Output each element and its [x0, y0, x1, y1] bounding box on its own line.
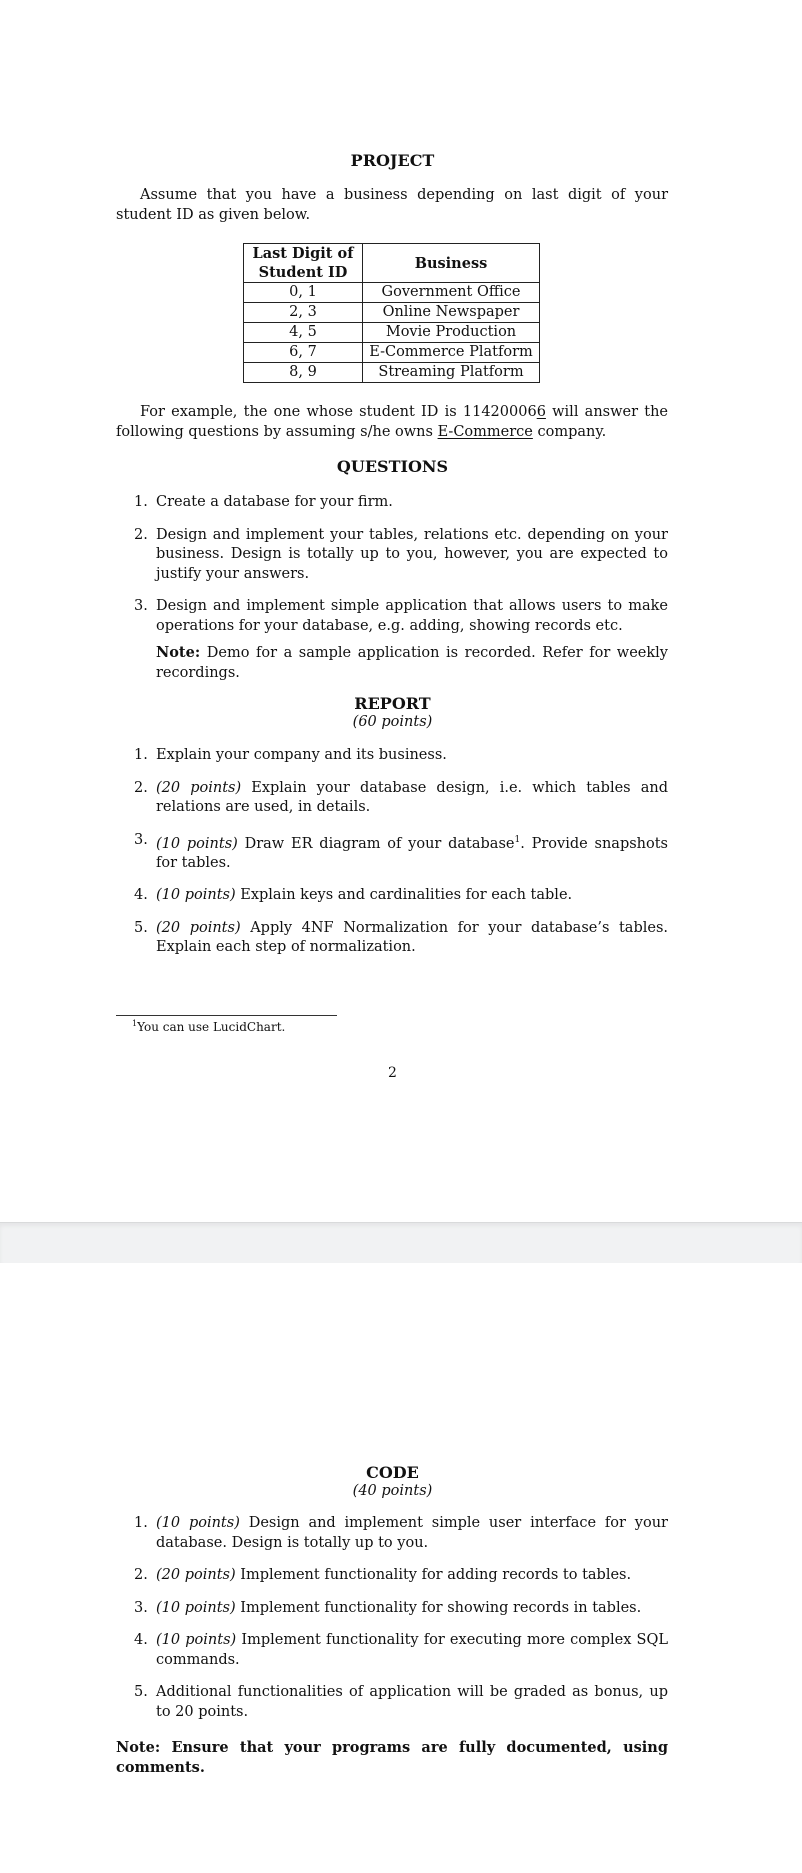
item-points: (10 points) [156, 1632, 237, 1648]
item-text: Explain your company and its business. [156, 747, 447, 763]
table-row [244, 283, 540, 303]
table-row [244, 363, 540, 383]
list-item [116, 1631, 668, 1670]
table-cell-digits: 8, 9 [244, 363, 363, 383]
table-cell-business: Government Office [363, 283, 540, 303]
list-item [116, 1683, 668, 1722]
note-label: Note: [156, 644, 201, 661]
item-number: 1. [134, 747, 148, 763]
example-text-2: will answer the following questions by assuming s/he owns [116, 404, 668, 440]
table-cell-business: E-Commerce Platform [363, 343, 540, 363]
item-text-cont: . Provide snapshots for tables. [156, 835, 669, 871]
item-number: 5. [134, 919, 148, 936]
list-item [116, 1514, 668, 1553]
item-points: (20 points) [156, 1567, 236, 1583]
code-list [116, 1514, 668, 1722]
table-cell-business: Online Newspaper [363, 303, 540, 323]
table-row [244, 343, 540, 363]
item-text: Implement functionality for executing more complex SQL commands. [156, 1632, 668, 1668]
item-text: Create a database for your firm. [156, 494, 393, 510]
example-paragraph [116, 403, 668, 442]
questions-heading: QUESTIONS [336, 457, 449, 476]
table-cell-digits: 6, 7 [244, 343, 363, 363]
list-item [116, 597, 668, 683]
item-number: 4. [134, 887, 148, 904]
item-text: Draw ER diagram of your database [237, 835, 515, 852]
list-item [116, 919, 668, 958]
report-points: (60 points) [352, 714, 433, 730]
item-points: (20 points) [156, 919, 241, 936]
table-cell-digits: 4, 5 [244, 323, 363, 343]
report-heading: REPORT [354, 694, 431, 713]
page-number: 2 [388, 1065, 397, 1081]
project-heading: PROJECT [350, 151, 435, 170]
questions-list [116, 493, 668, 683]
report-list [116, 746, 668, 958]
code-points: (40 points) [352, 1483, 433, 1499]
example-text-3: company. [532, 423, 607, 440]
project-intro: Assume that you have a business depending on last digit of your student ID as given below. [116, 187, 668, 223]
footnote [132, 1019, 285, 1034]
code-note: Note: Ensure that your programs are fully documented, using comments. [116, 1739, 668, 1776]
list-item [116, 1599, 668, 1619]
item-points: (10 points) [156, 1515, 240, 1531]
item-points: (20 points) [156, 779, 242, 796]
table-cell-digits: 2, 3 [244, 303, 363, 323]
table-header-business: Business [363, 244, 540, 283]
note-text: Demo for a sample application is recorded. Refer for weekly recordings. [156, 645, 668, 681]
example-id-digit: 6 [536, 404, 546, 420]
list-item [116, 779, 668, 818]
item-number: 3. [134, 831, 148, 848]
list-item [116, 746, 668, 766]
example-company: E-Commerce [437, 423, 533, 440]
table-cell-business: Streaming Platform [363, 363, 540, 383]
footnote-mark: 1 [132, 1019, 138, 1028]
item-text: Design and implement simple user interface for your database. Design is totally up to you. [156, 1515, 668, 1551]
list-item [116, 1566, 668, 1586]
item-number: 3. [134, 1599, 148, 1616]
item-points: (10 points) [156, 887, 236, 904]
item-number: 1. [134, 1515, 148, 1531]
item-points: (10 points) [156, 1599, 236, 1616]
item-text: Implement functionality for showing records in tables. [235, 1599, 642, 1616]
table-row [244, 303, 540, 323]
item-text: Explain keys and cardinalities for each table. [235, 887, 573, 904]
example-text-1: For example, the one whose student ID is 11420006 [140, 404, 537, 420]
list-item [116, 493, 668, 513]
table-cell-business: Movie Production [363, 323, 540, 343]
list-item [116, 831, 668, 874]
questions-note [156, 643, 668, 683]
item-text: Apply 4NF Normalization for your database’s tables. Explain each step of normalization. [156, 919, 668, 956]
table-cell-digits: 0, 1 [244, 283, 363, 303]
item-text: Explain your database design, i.e. which tables and relations are used, in details. [156, 779, 668, 815]
item-points: (10 points) [156, 835, 238, 852]
code-heading: CODE [366, 1463, 419, 1482]
page-separator [0, 1222, 802, 1264]
table-header-row [244, 244, 540, 283]
item-number: 5. [134, 1684, 148, 1700]
table-header-digit: Last Digit of Student ID [244, 244, 363, 283]
footnote-marker: 1 [514, 834, 521, 845]
footnote-text: You can use LucidChart. [137, 1020, 286, 1034]
document-page-2 [0, 1263, 802, 1873]
list-item [116, 886, 668, 906]
footnote-divider [116, 1015, 337, 1016]
item-number: 2. [134, 1567, 148, 1583]
item-number: 3. [134, 598, 148, 614]
item-text: Additional functionalities of application will be graded as bonus, up to 20 points. [156, 1684, 668, 1720]
table-row [244, 323, 540, 343]
item-number: 4. [134, 1632, 148, 1648]
business-table [243, 243, 540, 383]
item-number: 1. [134, 494, 148, 510]
item-text: Design and implement simple application that allows users to make operations for your database, e.g. adding, showing records etc. [156, 598, 668, 634]
item-text: Design and implement your tables, relations etc. depending on your business. Design is totally up to you, however, you are expected to justify your answers. [156, 526, 668, 582]
item-text: Implement functionality for adding records to tables. [235, 1567, 632, 1583]
list-item [116, 526, 668, 585]
item-number: 2. [134, 779, 148, 796]
item-number: 2. [134, 526, 148, 543]
